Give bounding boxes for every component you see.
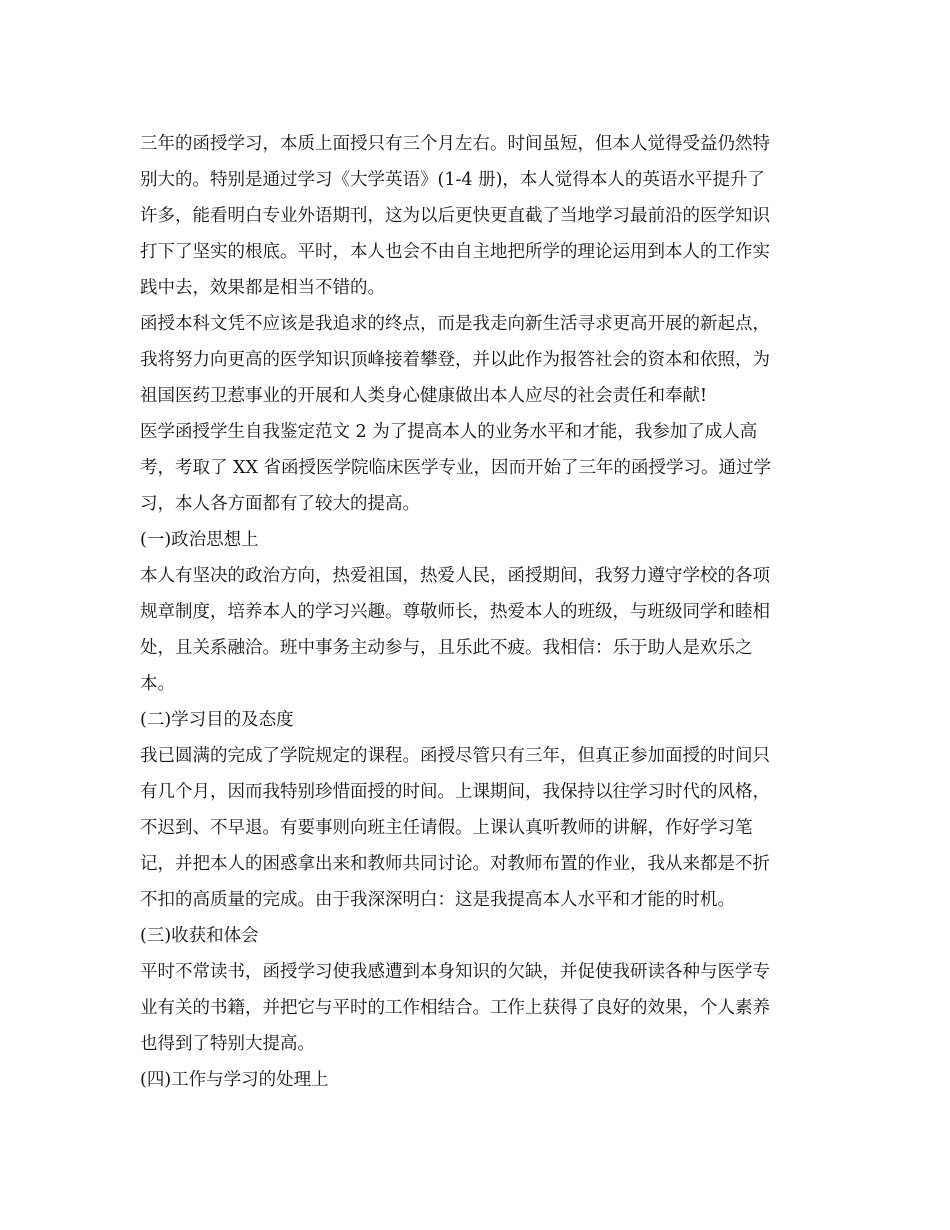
paragraph-political-thought: 本人有坚决的政治方向，热爱祖国，热爱人民，函授期间，我努力遵守学校的各项 规章制度，培养本人的学习兴趣。尊敬师长，热爱本人的班级，与班级同学和睦相 处，且关系融洽。班中事务主动参与，且乐此不疲。我相信：乐于助人是欢乐之 本。 [140, 566, 770, 694]
section-heading-political-thought: (一)政治思想上 [140, 530, 259, 550]
paragraph-benefit-of-study: 三年的函授学习，本质上面授只有三个月左右。时间虽短，但本人觉得受益仍然特 别大的。特别是通过学习《大学英语》(1-4 册)，本人觉得本人的英语水平提升了 许多，能看明白专业外语期刊，这为以后更快更直截了当地学习最前沿的医学知识 打下了坚实的根底。平时，本人也会不由自主地把所学的理论运用到本人的工作实 践中去，效果都是相当不错的。 [140, 134, 770, 298]
section-heading-study-attitude: (二)学习目的及态度 [140, 710, 294, 730]
section-heading-gains: (三)收获和体会 [140, 926, 259, 946]
paragraph-gains: 平时不常读书，函授学习使我感遭到本身知识的欠缺，并促使我研读各种与医学专 业有关的书籍，并把它与平时的工作相结合。工作上获得了良好的效果，个人素养 也得到了特别大提高。 [140, 962, 770, 1054]
section-heading-work-and-study: (四)工作与学习的处理上 [140, 1070, 329, 1090]
document-body [140, 126, 812, 1098]
paragraph-study-attitude: 我已圆满的完成了学院规定的课程。函授尽管只有三年，但真正参加面授的时间只 有几个月，因而我特别珍惜面授的时间。上课期间，我保持以往学习时代的风格， 不迟到、不早退。有要事则向班主任请假。上课认真听教师的讲解，作好学习笔 记，并把本人的困惑拿出来和教师共同讨论。对教师布置的作业，我从来都是不折 不扣的高质量的完成。由于我深深明白：这是我提高本人水平和才能的时机。 [140, 746, 770, 910]
paragraph-sample-2-intro: 医学函授学生自我鉴定范文 2 为了提高本人的业务水平和才能，我参加了成人高 考，考取了 XX 省函授医学院临床医学专业，因而开始了三年的函授学习。通过学 习，本人各方面都有了较大的提高。 [140, 422, 772, 514]
paragraph-new-starting-point: 函授本科文凭不应该是我追求的终点，而是我走向新生活寻求更高开展的新起点， 我将努力向更高的医学知识顶峰接着攀登，并以此作为报答社会的资本和依照，为 祖国医药卫惹事业的开展和人类身心健康做出本人应尽的社会责任和奉献! [140, 314, 770, 406]
